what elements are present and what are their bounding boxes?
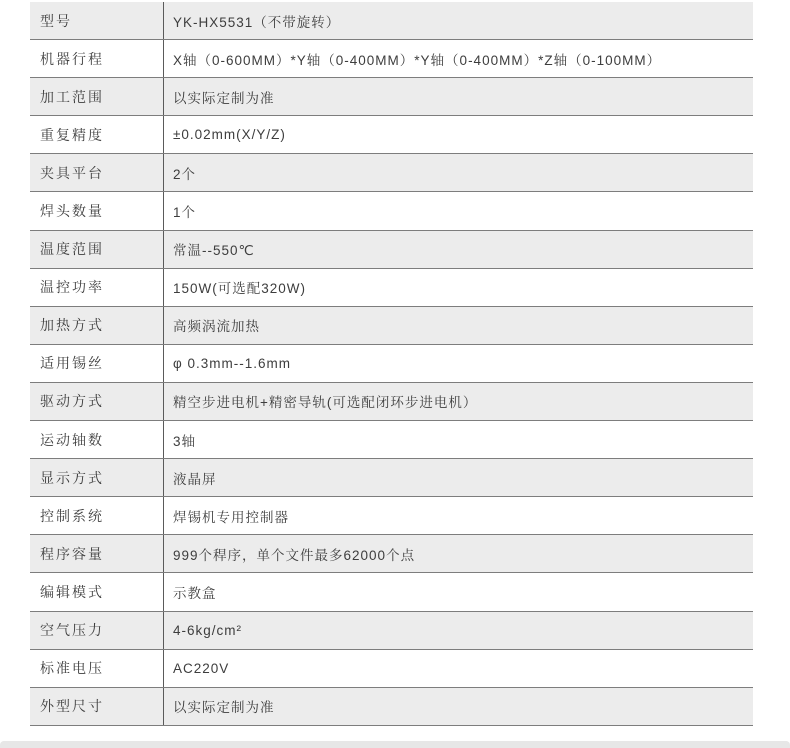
table-row — [30, 154, 753, 192]
row-value: 1个 — [173, 205, 197, 221]
row-value: 2个 — [173, 166, 197, 182]
table-row — [30, 497, 753, 535]
row-value: φ 0.3mm--1.6mm — [173, 355, 292, 371]
row-value: 150W(可选配320W) — [173, 281, 307, 297]
row-label: 适用锡丝 — [30, 345, 164, 382]
row-value: 常温--550℃ — [173, 243, 255, 259]
table-row — [30, 459, 753, 497]
row-label: 焊头数量 — [30, 192, 164, 229]
row-label: 加热方式 — [30, 307, 164, 344]
table-row — [30, 612, 753, 650]
spec-table — [30, 2, 753, 726]
table-row — [30, 383, 753, 421]
table-row — [30, 78, 753, 116]
row-label: 机器行程 — [30, 40, 164, 77]
row-value: ±0.02mm(X/Y/Z) — [173, 127, 286, 143]
row-label: 控制系统 — [30, 497, 164, 534]
row-value: AC220V — [173, 660, 230, 676]
table-row — [30, 688, 753, 726]
row-value: YK-HX5531（不带旋转） — [173, 14, 341, 30]
row-value: 焊锡机专用控制器 — [173, 509, 289, 525]
row-label: 加工范围 — [30, 78, 164, 115]
table-row — [30, 307, 753, 345]
table-row — [30, 345, 753, 383]
table-row — [30, 573, 753, 611]
row-value: 3轴 — [173, 433, 197, 449]
row-label: 夹具平台 — [30, 154, 164, 191]
row-value: 精空步进电机+精密导轨(可选配闭环步进电机） — [173, 395, 478, 411]
table-row — [30, 421, 753, 459]
table-row — [30, 116, 753, 154]
row-label: 程序容量 — [30, 535, 164, 572]
row-label: 外型尺寸 — [30, 688, 164, 725]
row-label: 显示方式 — [30, 459, 164, 496]
row-value: 高频涡流加热 — [173, 319, 260, 335]
row-label: 温控功率 — [30, 269, 164, 306]
row-value: 以实际定制为准 — [173, 90, 275, 106]
row-label: 型号 — [30, 2, 164, 39]
table-row — [30, 535, 753, 573]
row-value: 以实际定制为准 — [173, 700, 275, 716]
row-label: 温度范围 — [30, 231, 164, 268]
row-label: 编辑模式 — [30, 573, 164, 610]
row-value: 999个稈序，单个文件最多62000个点 — [173, 547, 416, 563]
table-row — [30, 269, 753, 307]
row-value: 示教盒 — [173, 585, 217, 601]
table-row — [30, 650, 753, 688]
row-value: 液晶屏 — [173, 471, 217, 487]
row-label: 重复精度 — [30, 116, 164, 153]
table-row — [30, 40, 753, 78]
table-row — [30, 231, 753, 269]
row-label: 运动轴数 — [30, 421, 164, 458]
table-row — [30, 192, 753, 230]
row-label: 空气压力 — [30, 612, 164, 649]
table-row — [30, 2, 753, 40]
row-value: X轴（0-600MM）*Y轴（0-400MM）*Y轴（0-400MM）*Z轴（0-100MM） — [173, 52, 662, 68]
row-value: 4-6kg/cm² — [173, 622, 243, 638]
row-label: 标准电压 — [30, 650, 164, 687]
row-label: 驱动方式 — [30, 383, 164, 420]
bottom-section-divider — [0, 741, 790, 748]
